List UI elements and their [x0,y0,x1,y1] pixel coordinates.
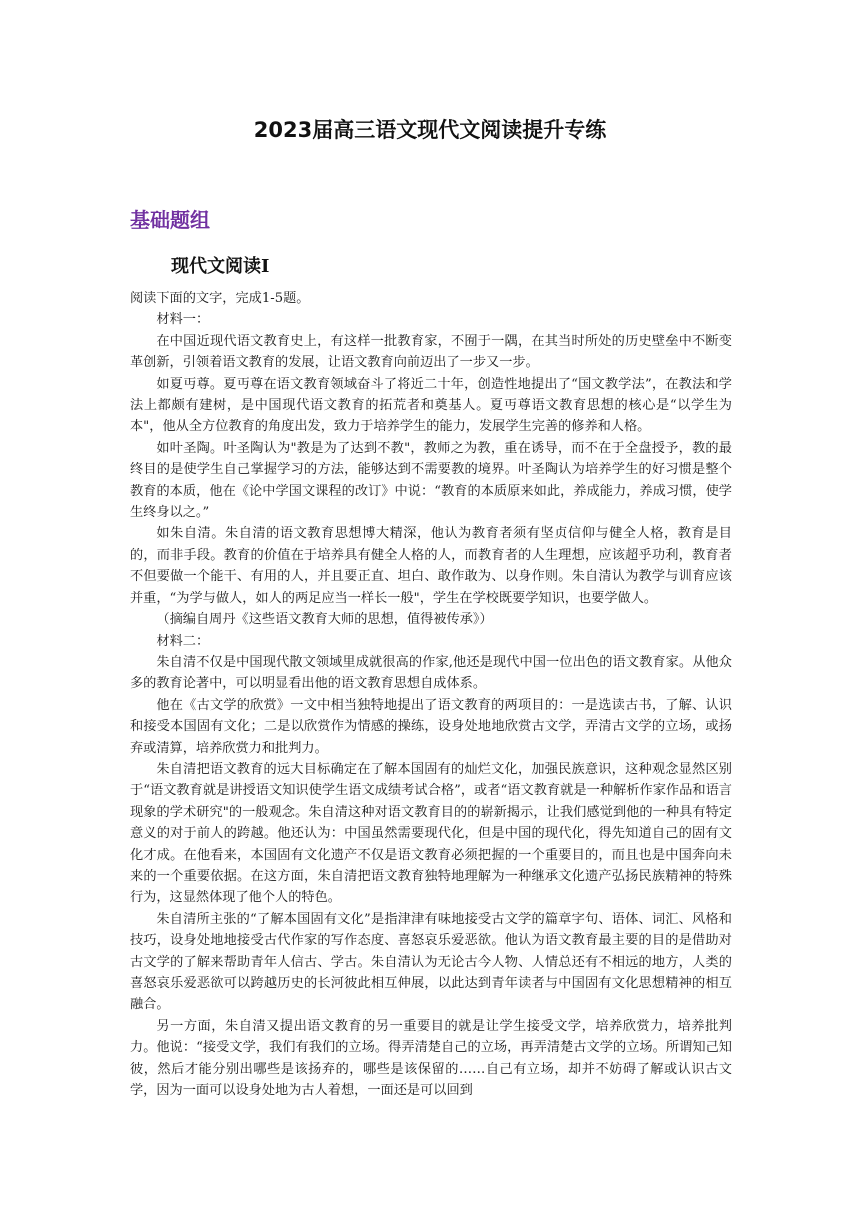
subsection-heading: 现代文阅读Ⅰ [171,256,270,277]
paragraph: 材料一： [156,312,210,328]
paragraph: 如朱自清。朱自清的语文教育思想博大精深，他认为教育者须有坚贞信仰与健全人格，教育是目的，而非手段。教育的价值在于培养具有健全人格的人，而教育者的人生理想，应该超乎功利，教育者不但要做一个能干、有用的人，并且要正直、坦白、敢作敢为、以身作则。朱自清认为教学与训育应该并重，“为学与做人，如人的两足应当一样长一般"，学生在学校既要学知识，也要学做人。 [130,526,732,606]
paragraph: 如夏丏尊。夏丏尊在语文教育领域奋斗了将近二十年，创造性地提出了“国文教学法”，在教法和学法上都颇有建树，是中国现代语文教育的拓荒者和奠基人。夏丏尊语文教育思想的核心是“以学生为本"，他从全方位教育的角度出发，致力于培养学生的能力，发展学生完善的修养和人格。 [130,376,732,435]
document-title: 2023届高三语文现代文阅读提升专练 [253,118,607,142]
section-heading: 基础题组 [130,208,210,232]
paragraph: 朱自清所主张的“了解本国固有文化”是指津津有味地接受古文学的篇章字句、语体、词汇、风格和技巧，设身处地地接受古代作家的写作态度、喜怒哀乐爱恶欲。他认为语文教育最主要的目的是借助对古文学的了解来帮助青年人信古、学古。朱自清认为无论古今人物、人情总还有不相远的地方，人类的喜怒哀乐爱恶欲可以跨越历史的长河彼此相互伸展，以此达到青年读者与中国固有文化思想精神的相互融合。 [130,911,732,1013]
paragraph: 他在《古文学的欣赏》一文中相当独特地提出了语文教育的两项目的：一是选读古书，了解、认识和接受本国固有文化；二是以欣赏作为情感的操练，设身处地地欣赏古文学，弄清古文学的立场，或扬弃或清算，培养欣赏力和批判力。 [130,697,732,756]
paragraph: 朱自清不仅是中国现代散文领域里成就很高的作家,他还是现代中国一位出色的语文教育家。从他众多的教育论著中，可以明显看出他的语文教育思想自成体系。 [130,654,732,692]
paragraph: 材料二： [156,633,210,649]
paragraph: （摘编自周丹《这些语文教育大师的思想，值得被传承》） [156,612,493,628]
paragraph: 另一方面，朱自清又提出语文教育的另一重要目的就是让学生接受文学，培养欣赏力，培养批判力。他说：“接受文学，我们有我们的立场。得弄清楚自己的立场，再弄清楚古文学的立场。所谓知己知彼，然后才能分别出哪些是该扬弃的，哪些是该保留的……自己有立场，却并不妨碍了解或认识古文学，因为一面可以设身处地为古人着想，一面还是可以回到 [130,1018,732,1099]
paragraph: 朱自清把语文教育的远大目标确定在了解本国固有的灿烂文化，加强民族意识，这种观念显然区别于“语文教育就是讲授语文知识使学生语文成绩考试合格”，或者“语文教育就是一种解析作家作品和语言现象的学术研究"的一般观念。朱自清这种对语文教育目的的崭新揭示，让我们感觉到他的一种具有特定意义的对于前人的跨越。他还认为：中国虽然需要现代化，但是中国的现代化，得先知道自己的固有文化才成。在他看来，本国固有文化遗产不仅是语文教育必须把握的一个重要目的，而且也是中国奔向未来的一个重要依据。在这方面，朱自清把语文教育独特地理解为一种继承文化遗产弘扬民族精神的特殊行为，这显然体现了他个人的特色。 [130,761,732,906]
paragraph: 如叶圣陶。叶圣陶认为"教是为了达到不教"，教师之为教，重在诱导，而不在于全盘授予，教的最终目的是使学生自己掌握学习的方法，能够达到不需要教的境界。叶圣陶认为培养学生的好习惯是整个教育的本质，他在《论中学国文课程的改订》中说：“教育的本质原来如此，养成能力，养成习惯，使学生终身以之。” [130,440,732,521]
document-body [130,288,732,1101]
paragraph: 阅读下面的文字，完成1-5题。 [130,291,310,306]
paragraph: 在中国近现代语文教育史上，有这样一批教育家，不囿于一隅，在其当时所处的历史壁垒中不断变革创新，引领着语文教育的发展，让语文教育向前迈出了一步又一步。 [130,333,732,371]
